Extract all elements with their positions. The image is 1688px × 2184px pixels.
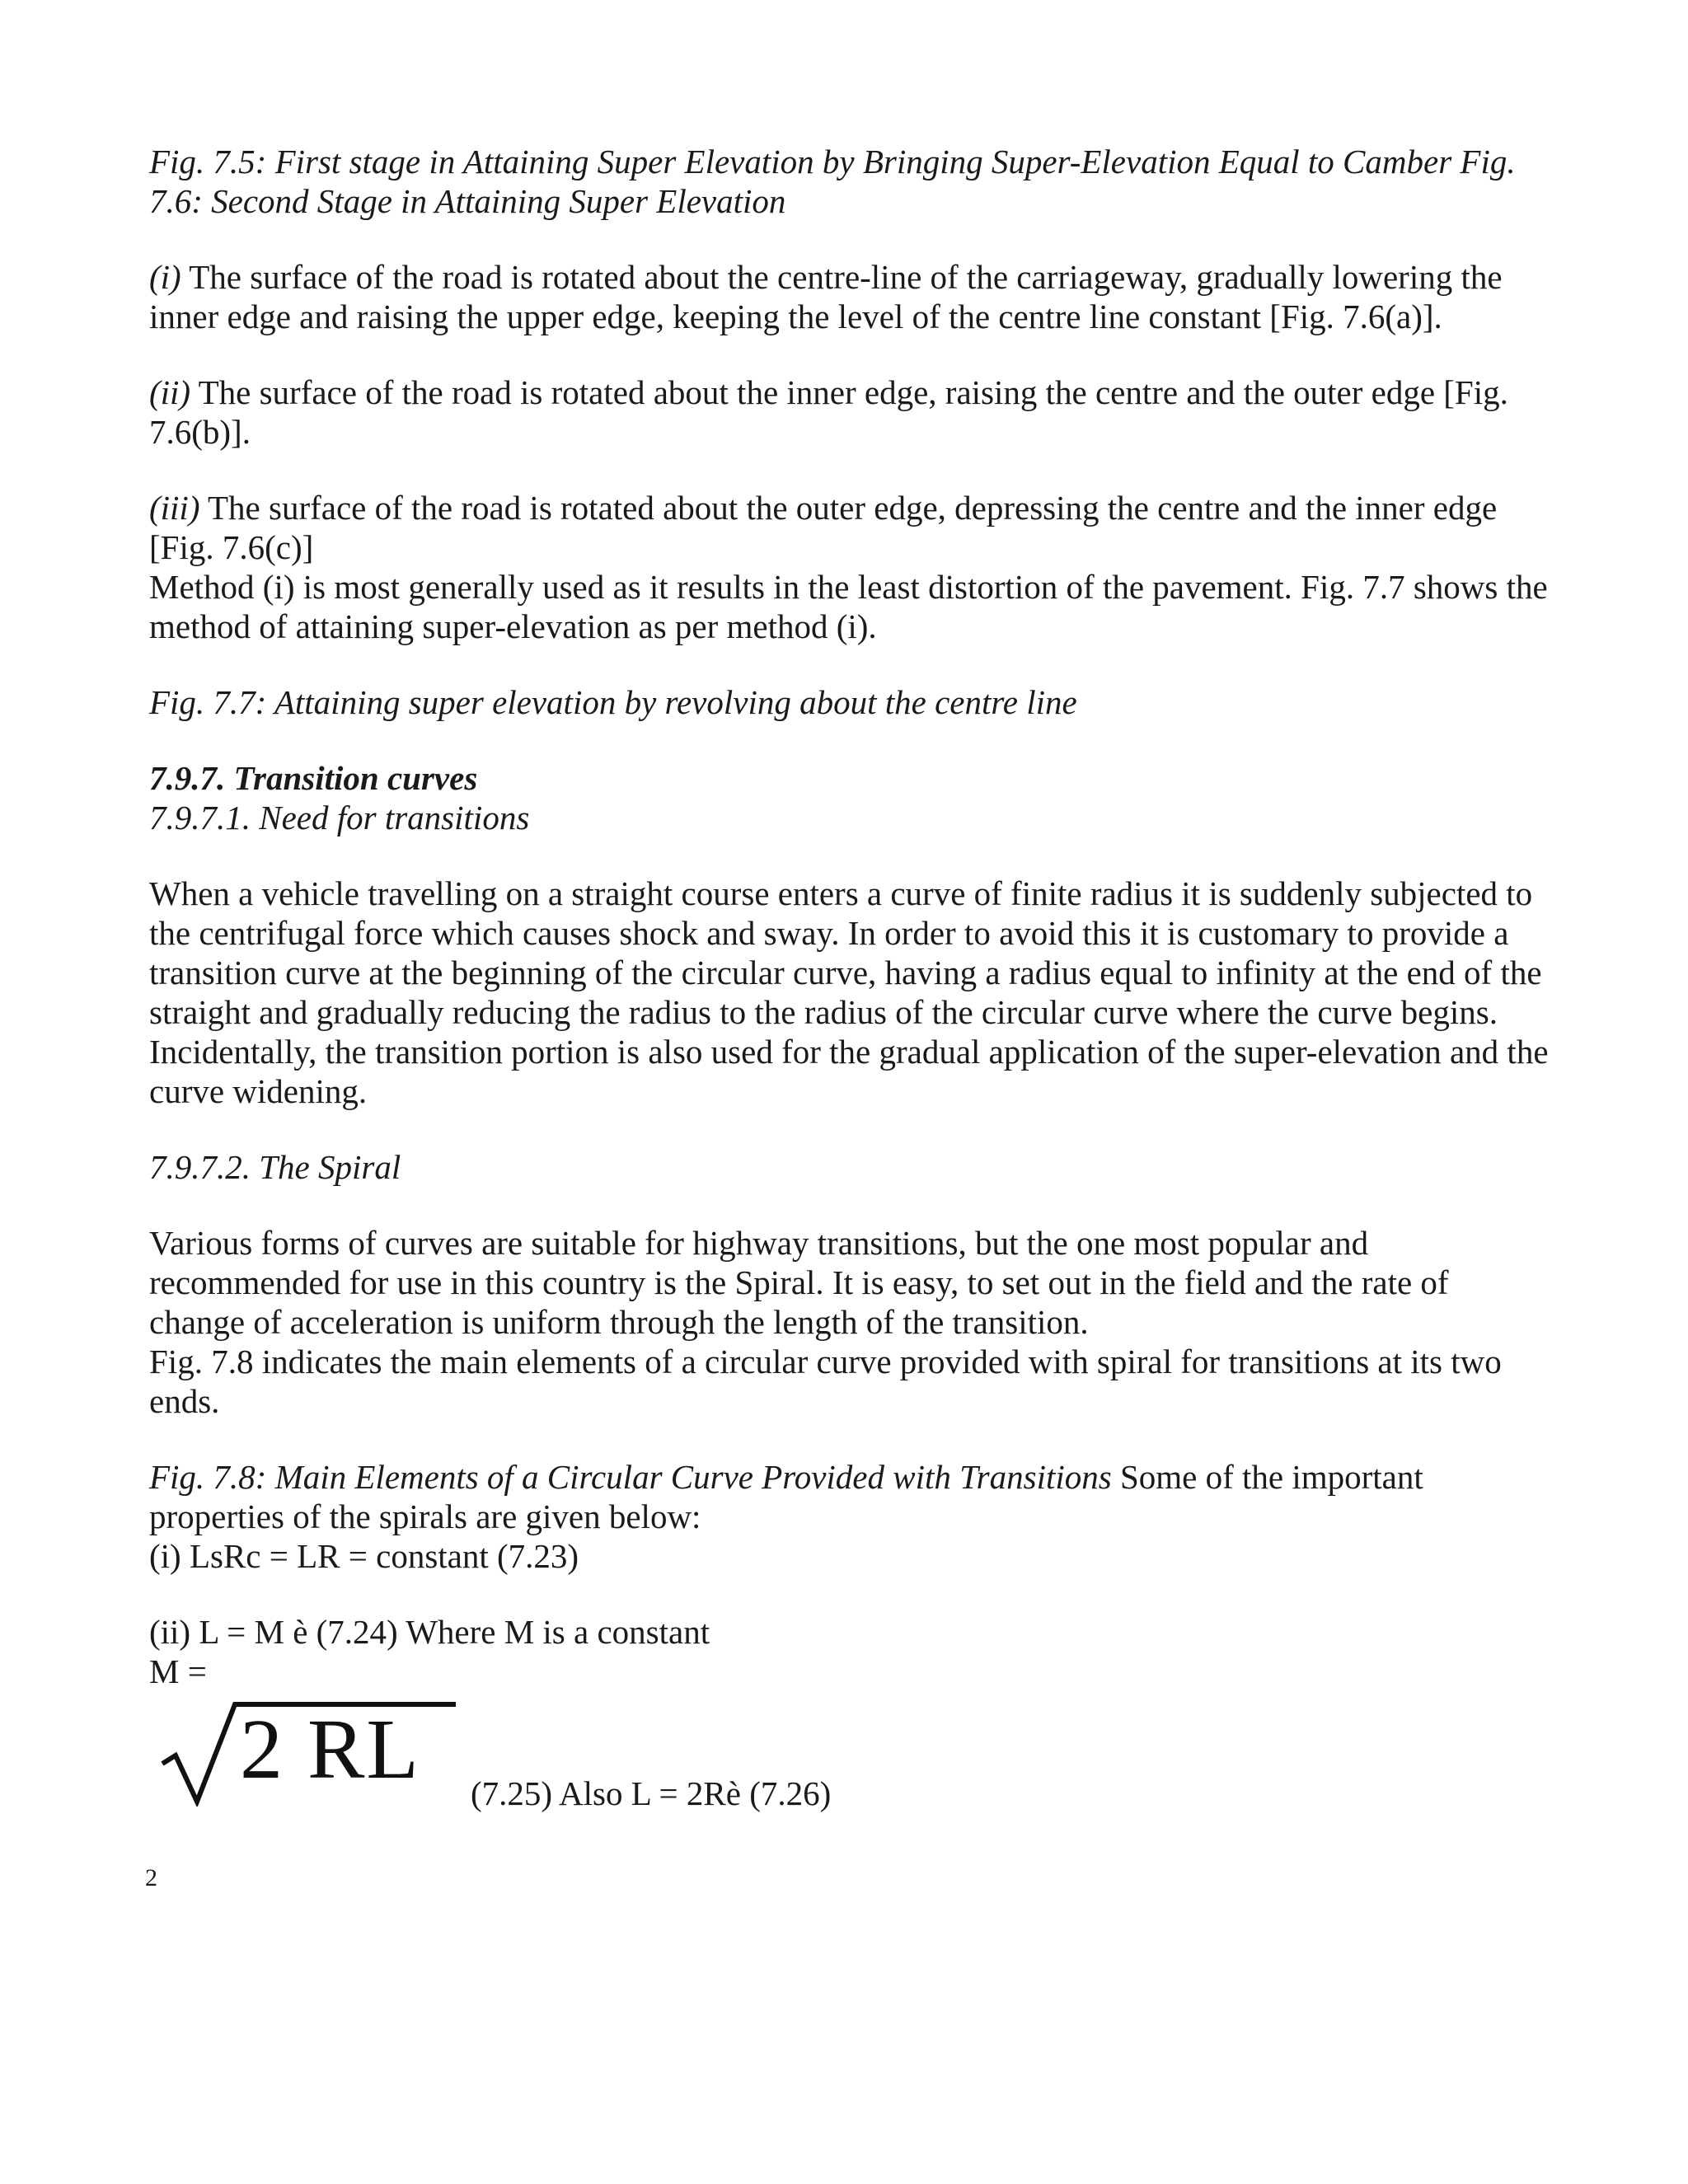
sqrt-formula-image <box>161 1699 457 1807</box>
subsection-heading-need: 7.9.7.1. Need for transitions <box>149 799 530 837</box>
fig-7-8-intro-paragraph: Fig. 7.8 indicates the main elements of a circular curve provided with spiral for transitions at its two ends. <box>149 1343 1502 1420</box>
sqrt-formula-row <box>149 1699 1550 1823</box>
method-ii-text: The surface of the road is rotated about the inner edge, raising the centre and the outer edge [Fig. 7.6(b)]. <box>149 373 1508 451</box>
method-ii-paragraph <box>149 373 1550 452</box>
spiral-paragraph: Various forms of curves are suitable for highway transitions, but the one most popular and recommended for use in this country is the Spiral. It is easy, to set out in the field and the rate of change of acceleration is uniform through the length of the transition. <box>149 1224 1449 1341</box>
property-ii: (ii) L = M è (7.24) Where M is a constant <box>149 1613 710 1651</box>
method-i-marker: (i) <box>149 258 181 296</box>
method-iii-paragraph <box>149 488 1550 567</box>
figure-caption-7-7: Fig. 7.7: Attaining super elevation by revolving about the centre line <box>149 683 1077 721</box>
sqrt-expression: 2 RL <box>240 1702 420 1797</box>
need-paragraph: When a vehicle travelling on a straight course enters a curve of finite radius it is suddenly subjected to the centrifugal force which causes shock and sway. In order to avoid this it is customary to provide a transition curve at the beginning of the circular curve, having a radius equal to infinity at the end of the straight and gradually reducing the radius to the radius of the circular curve where the curve begins. Incidentally, the transition portion is also used for the gradual application of the super-elevation and the curve widening. <box>149 874 1549 1110</box>
page-number: 2 <box>145 1864 157 1891</box>
method-i-text: The surface of the road is rotated about the centre-line of the carriageway, gradually lowering the inner edge and raising the upper edge, keeping the level of the centre line constant [Fig. 7.6(a)]. <box>149 258 1503 335</box>
method-iii-marker: (iii) <box>149 489 200 527</box>
figure-caption-7-5-7-6: Fig. 7.5: First stage in Attaining Super Elevation by Bringing Super-Elevation Equal to Camber Fig. 7.6: Second Stage in Attaining Super Elevation <box>149 143 1516 220</box>
figure-caption-7-8: Fig. 7.8: Main Elements of a Circular Curve Provided with Transitions <box>149 1458 1112 1496</box>
document-page <box>149 142 1550 1823</box>
section-heading: 7.9.7. Transition curves <box>149 759 478 797</box>
properties-paragraph <box>149 1457 1550 1536</box>
subsection-heading-spiral: 7.9.7.2. The Spiral <box>149 1148 401 1186</box>
property-i: (i) LsRc = LR = constant (7.23) <box>149 1537 579 1575</box>
properties-intro: Some of the important properties of the spirals are given below: <box>149 1458 1423 1535</box>
method-iii-text: The surface of the road is rotated about the outer edge, depressing the centre and the inner edge [Fig. 7.6(c)] <box>149 489 1498 566</box>
method-i-paragraph <box>149 257 1550 336</box>
method-ii-marker: (ii) <box>149 373 191 411</box>
formula-tail-text: (7.25) Also L = 2Rè (7.26) <box>471 1774 832 1812</box>
m-equals: M = <box>149 1652 207 1690</box>
method-note-paragraph: Method (i) is most generally used as it results in the least distortion of the pavement. Fig. 7.7 shows the method of attaining super-elevation as per method (i). <box>149 568 1548 645</box>
